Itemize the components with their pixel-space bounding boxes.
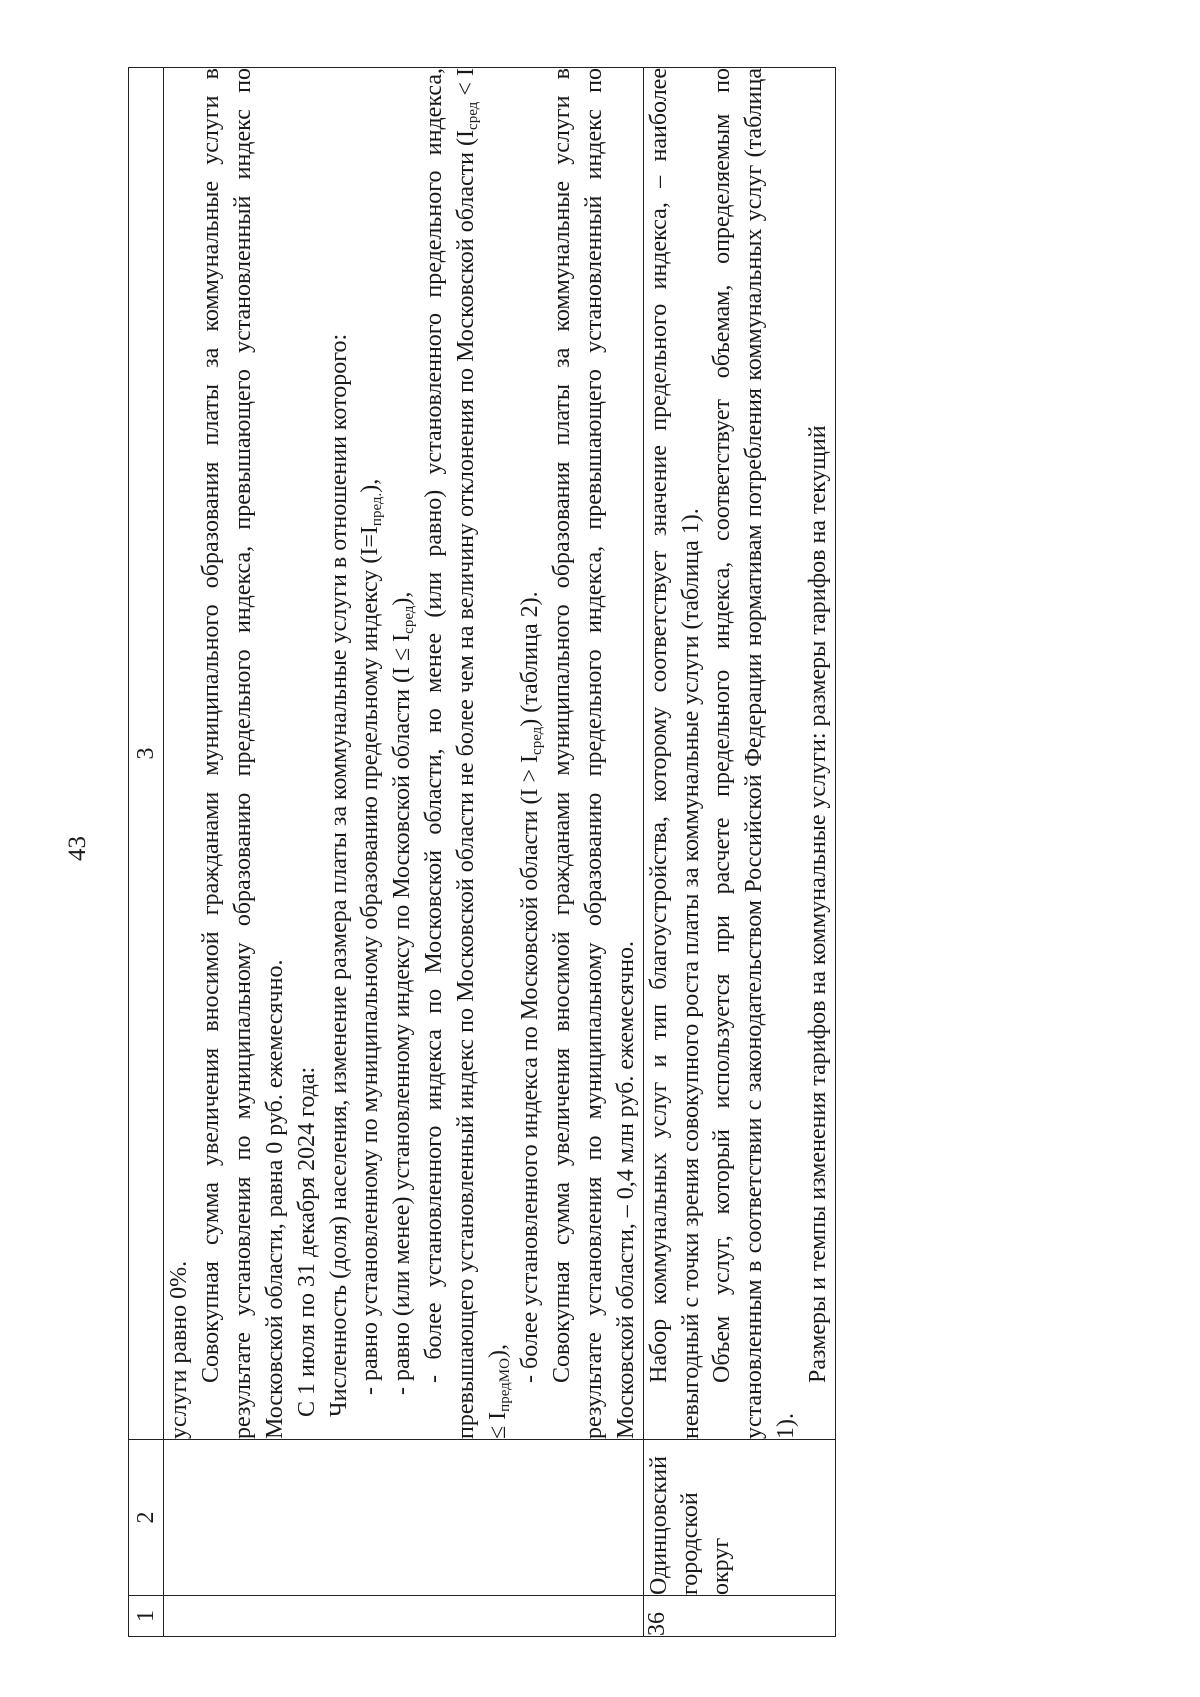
paragraph	[355, 68, 387, 1439]
cell-number	[164, 1596, 644, 1637]
municipal-index-table	[128, 67, 836, 1637]
paragraph	[707, 68, 803, 1439]
paragraph-text: Совокупная сумма увеличения вносимой гражданами муниципального образования платы за коммунальные услуги в результате установления по муниципальному образованию предельного индекса, превышающего установленный индекс по Московской области, равна 0 руб. ежемесячно.	[197, 68, 288, 1439]
cell-municipality: Одинцовский городской округ	[643, 1440, 835, 1596]
column-header-1: 1	[129, 1596, 164, 1637]
paragraph-text: - более установленного индекса по Московской области, но менее (или равно) установленного предельного индекса, превышающего установленный индекс по Московской области не более чем на величину отклонения по Московской области (I	[421, 68, 480, 1439]
paragraph-text: - равно (или менее) установленному индексу по Московской области (I ≤ I	[389, 633, 416, 1395]
paragraph-text: Размеры и темпы изменения тарифов на коммунальные услуги: размеры тарифов на текущий	[805, 425, 832, 1383]
paragraph-text: ),	[389, 591, 416, 606]
paragraph-text: ),	[485, 1344, 512, 1359]
cell-municipality	[164, 1440, 644, 1596]
page-number: 43	[64, 836, 91, 861]
paragraph-text: < I ≤ I	[453, 67, 512, 1439]
paragraph-text: - более установленного индекса по Московской области (I > I	[516, 754, 543, 1383]
paragraph-text: услуги равно 0%.	[166, 1260, 192, 1439]
paragraph	[547, 68, 643, 1439]
paragraph-text: С 1 июля по 31 декабря 2024 года:	[293, 1066, 320, 1417]
subscript-text: сред	[528, 726, 545, 755]
paragraph-text: ) (таблица 2).	[516, 591, 543, 727]
cell-description	[164, 68, 644, 1440]
paragraph-text: Совокупная сумма увеличения вносимой гражданами муниципального образования платы за коммунальные услуги в результате установления по муниципальному образованию предельного индекса, превышающего установленный индекс по Московской области, – 0,4 млн руб. ежемесячно.	[548, 68, 639, 1439]
subscript-text: предМО	[497, 1358, 514, 1412]
paragraph-text: Набор коммунальных услуг и тип благоустройства, которому соответствует значение предельного индекса, – наиболее невыгодный с точки зрения совокупного роста платы за коммунальные услуги (таблица 1).	[645, 68, 704, 1439]
header-row	[129, 68, 164, 1637]
paragraph-text: Объем услуг, который используется при расчете предельного индекса, соответствует объемам, определяемым по установленным в соответствии с законодательством Российской Федерации нормативам потребления коммунальных услуг (таблица 1).	[709, 68, 800, 1439]
paragraph	[419, 68, 515, 1439]
paragraph-text: Численность (доля) населения, изменение размера платы за коммунальные услуги в отношении которого:	[325, 333, 352, 1417]
paragraph	[803, 68, 835, 1439]
paragraph	[324, 68, 356, 1439]
paragraph	[292, 68, 324, 1439]
table-row-36	[643, 68, 835, 1637]
subscript-text: сред	[465, 101, 482, 130]
table-row-continuation	[164, 68, 644, 1637]
paragraph	[644, 68, 708, 1439]
paragraph	[196, 68, 292, 1439]
cell-number: 36	[643, 1596, 835, 1637]
paragraph	[164, 68, 196, 1439]
column-header-2: 2	[129, 1440, 164, 1596]
subscript-text: пред.	[369, 492, 386, 527]
paragraph-text: - равно установленному по муниципальному образованию предельному индексу (I=I	[357, 526, 384, 1395]
paragraph	[515, 68, 547, 1439]
column-header-3: 3	[129, 68, 164, 1440]
cell-description	[643, 68, 835, 1440]
paragraph-text: ),	[357, 478, 384, 493]
subscript-text: сред	[401, 605, 418, 634]
paragraph	[387, 68, 419, 1439]
